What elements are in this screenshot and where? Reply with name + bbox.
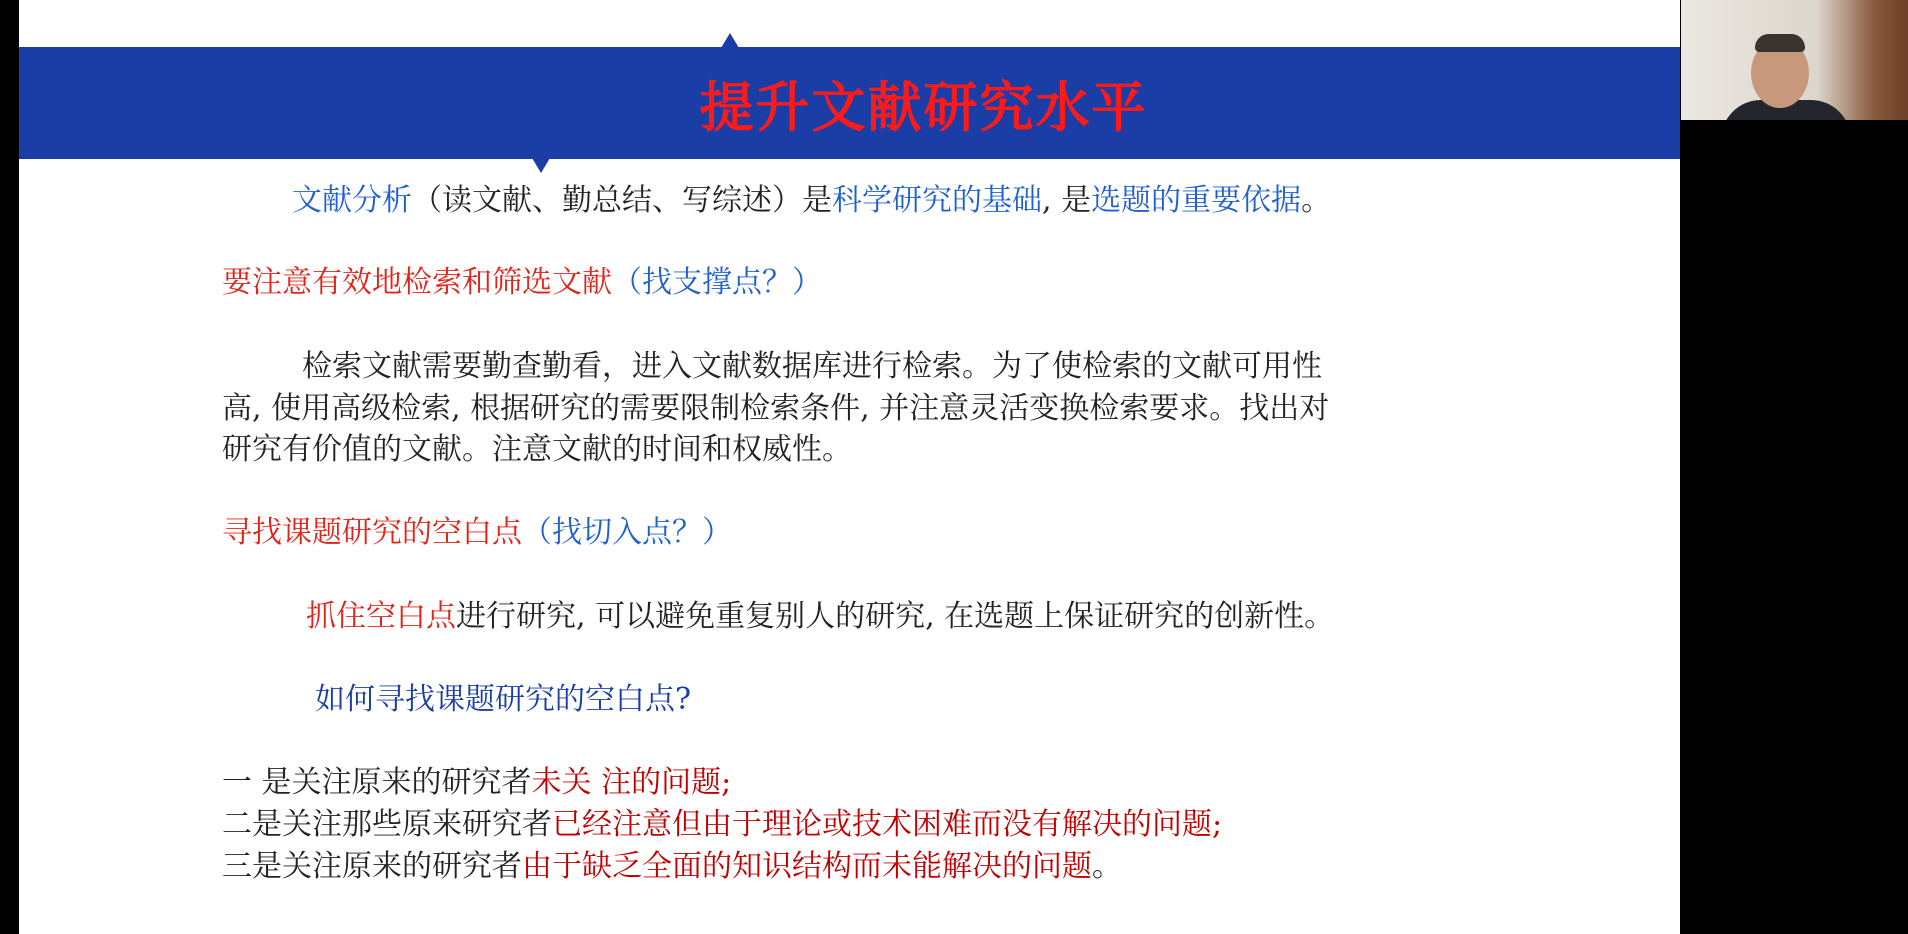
p1-end: 。 — [1301, 183, 1332, 218]
list-item — [222, 762, 731, 804]
list-item — [222, 846, 1122, 888]
paragraph-search-line-2: 高, 使用高级检索, 根据研究的需要限制检索条件, 并注意灵活变换检索要求。找出对 — [222, 391, 1330, 426]
p3-text: 进行研究, 可以避免重复别人的研究, 在选题上保证研究的创新性。 — [456, 599, 1335, 634]
h2-text: 寻找课题研究的空白点 — [222, 515, 522, 550]
item-3-text: 三是关注原来的研究者 — [222, 849, 522, 884]
item-1-highlight: 未关 注的问题; — [531, 765, 732, 800]
list-item — [222, 804, 1222, 846]
paragraph-search-line-1: 检索文献需要勤查勤看，进入文献数据库进行检索。为了使检索的文献可用性 — [302, 349, 1322, 384]
slide-title — [19, 47, 1680, 159]
presenter-hair — [1755, 34, 1805, 52]
item-2-highlight: 已经注意但由于理论或技术困难而没有解决的问题; — [552, 807, 1223, 842]
item-3-end: 。 — [1092, 849, 1122, 884]
slide-title-text: 提升文献研究水平 — [699, 74, 1148, 139]
p1-text: （读文献、勤总结、写综述）是 — [412, 183, 832, 218]
item-3-highlight: 由于缺乏全面的知识结构而未能解决的问题 — [522, 849, 1092, 884]
h2-hint: （找切入点？） — [522, 515, 732, 550]
heading-search-literature — [222, 262, 822, 304]
p1-term: 文献分析 — [292, 183, 412, 218]
question-how-to-find: 如何寻找课题研究的空白点? — [315, 682, 692, 717]
p1-highlight-2: 选题的重要依据 — [1091, 183, 1302, 218]
h1-hint: （找支撑点？） — [612, 265, 822, 300]
p1-highlight-1: 科学研究的基础 — [832, 183, 1042, 218]
heading-find-gap — [222, 512, 732, 554]
banner-notch-top — [721, 33, 739, 48]
webcam-video-thumbnail[interactable] — [1681, 0, 1908, 120]
p1-sep: , 是 — [1042, 183, 1092, 218]
paragraph-literature-analysis — [292, 180, 1331, 222]
paragraph-seize-gap — [306, 596, 1334, 638]
p3-highlight: 抓住空白点 — [306, 599, 456, 634]
presentation-slide — [19, 0, 1680, 934]
paragraph-search-line-3: 研究有价值的文献。注意文献的时间和权威性。 — [222, 432, 852, 467]
item-2-text: 二是关注那些原来研究者 — [222, 807, 552, 842]
item-1-text: 一 是关注原来的研究者 — [222, 765, 532, 800]
h1-text: 要注意有效地检索和筛选文献 — [222, 265, 612, 300]
banner-notch-bottom — [532, 158, 550, 173]
